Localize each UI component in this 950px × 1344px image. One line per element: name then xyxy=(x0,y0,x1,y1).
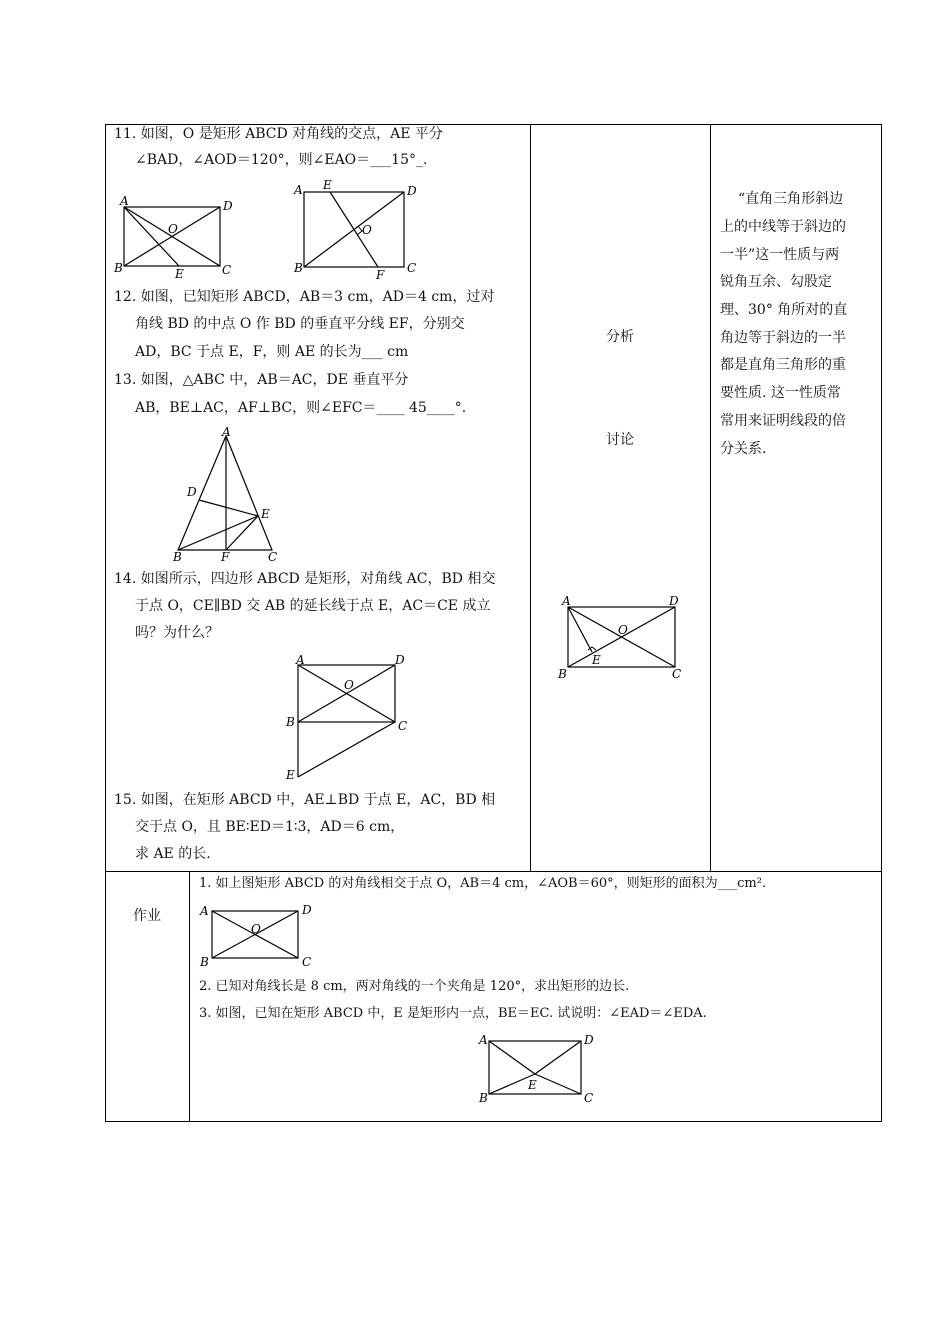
q13-figure xyxy=(168,424,288,566)
note-line-4: 锐角互余、勾股定 xyxy=(720,274,832,290)
q11-label-d: D xyxy=(223,199,233,213)
q14-line3: 吗？为什么？ xyxy=(135,625,219,641)
q11-label-c: C xyxy=(222,263,232,277)
note-line-1: “直角三角形斜边 xyxy=(738,191,844,207)
hw3-label-c: C xyxy=(584,1091,594,1105)
note-line-3: 一半”这一性质与两 xyxy=(720,247,840,263)
homework-q1-figure xyxy=(196,900,326,972)
q13-line2: AB，BE⊥AC，AF⊥BC，则∠EFC＝____ 45____°. xyxy=(135,400,467,416)
hw3-label-d: D xyxy=(584,1033,594,1047)
column-divider-2 xyxy=(710,124,711,871)
q12-figure xyxy=(290,178,425,280)
q12-label-c: C xyxy=(407,261,417,275)
q13-label-f: F xyxy=(221,550,230,564)
analysis-label-o: O xyxy=(618,623,628,637)
hw3-label-e: E xyxy=(528,1078,537,1092)
q14-figure xyxy=(282,650,412,785)
hw1-label-a: A xyxy=(200,904,209,918)
q11-figure xyxy=(112,190,242,280)
hw1-label-b: B xyxy=(200,955,209,969)
q12-label-d: D xyxy=(407,184,417,198)
note-line-8: 要性质. 这一性质常 xyxy=(720,385,841,401)
q14-label-a: A xyxy=(296,653,305,667)
q14-line2: 于点 O，CE∥BD 交 AB 的延长线于点 E，AC＝CE 成立 xyxy=(135,598,491,614)
homework-q3: 3. 如图，已知在矩形 ABCD 中，E 是矩形内一点，BE＝EC. 试说明：∠EAD＝∠EDA. xyxy=(199,1006,707,1021)
column-divider-1 xyxy=(530,124,531,871)
q13-label-d: D xyxy=(187,485,197,499)
analysis-label: 分析 xyxy=(606,329,634,345)
hw3-label-a: A xyxy=(479,1033,488,1047)
note-line-5: 理、30° 角所对的直 xyxy=(720,302,848,318)
q13-line1: 13. 如图，△ABC 中，AB＝AC，DE 垂直平分 xyxy=(114,372,409,388)
q12-line3: AD，BC 于点 E，F，则 AE 的长为___ cm xyxy=(135,344,409,360)
homework-q1: 1. 如上图矩形 ABCD 的对角线相交于点 O，AB＝4 cm，∠AOB＝60°，则矩形的面积为___cm². xyxy=(199,876,767,891)
q12-label-f: F xyxy=(376,268,385,282)
note-line-10: 分关系. xyxy=(720,441,767,457)
q14-label-d: D xyxy=(395,653,405,667)
hw1-label-d: D xyxy=(302,903,312,917)
q14-label-c: C xyxy=(398,719,408,733)
q11-line1: 11. 如图，O 是矩形 ABCD 对角线的交点，AE 平分 xyxy=(114,126,443,142)
hw1-label-c: C xyxy=(302,955,312,969)
q11-label-a: A xyxy=(120,194,129,208)
homework-label: 作业 xyxy=(133,908,161,924)
hw1-label-o: O xyxy=(251,922,261,936)
note-line-7: 都是直角三角形的重 xyxy=(720,357,846,373)
analysis-label-a: A xyxy=(562,594,571,608)
q13-label-c: C xyxy=(268,550,278,564)
q12-line2: 角线 BD 的中点 O 作 BD 的垂直平分线 EF，分别交 xyxy=(135,316,465,332)
q11-line2: ∠BAD，∠AOD＝120°，则∠EAO＝___15°_. xyxy=(135,152,428,168)
table-border-left xyxy=(105,124,106,1122)
note-line-6: 角边等于斜边的一半 xyxy=(720,330,846,346)
homework-label-divider xyxy=(189,871,190,1121)
q12-label-a: A xyxy=(294,183,303,197)
analysis-label-d: D xyxy=(669,594,679,608)
q12-label-e: E xyxy=(323,178,332,192)
q15-line1: 15. 如图，在矩形 ABCD 中，AE⊥BD 于点 E，AC，BD 相 xyxy=(114,792,496,808)
analysis-label-e: E xyxy=(592,653,601,667)
q13-label-a: A xyxy=(222,425,231,439)
q14-label-b: B xyxy=(286,715,295,729)
q12-label-b: B xyxy=(294,261,303,275)
q14-label-e: E xyxy=(286,768,295,782)
q13-label-b: B xyxy=(173,550,182,564)
q15-line2: 交于点 O，且 BE∶ED＝1∶3，AD＝6 cm， xyxy=(135,819,405,835)
q13-label-e: E xyxy=(261,507,270,521)
q12-label-o: O xyxy=(362,223,372,237)
hw3-label-b: B xyxy=(479,1091,488,1105)
homework-q2: 2. 已知对角线长是 8 cm，两对角线的一个夹角是 120°，求出矩形的边长. xyxy=(199,979,630,994)
q12-line1: 12. 如图，已知矩形 ABCD，AB＝3 cm，AD＝4 cm，过对 xyxy=(114,289,495,305)
q14-line1: 14. 如图所示，四边形 ABCD 是矩形，对角线 AC，BD 相交 xyxy=(114,571,496,587)
homework-q3-figure xyxy=(475,1032,605,1108)
table-border-right xyxy=(881,124,882,1122)
q11-label-b: B xyxy=(114,261,123,275)
analysis-label-b: B xyxy=(558,667,567,681)
discussion-label: 讨论 xyxy=(606,432,634,448)
analysis-figure xyxy=(556,592,690,682)
note-line-9: 常用来证明线段的倍 xyxy=(720,413,846,429)
analysis-label-c: C xyxy=(672,667,682,681)
q11-label-o: O xyxy=(168,222,178,236)
q15-line3: 求 AE 的长. xyxy=(135,846,211,862)
q14-label-o: O xyxy=(344,678,354,692)
q11-label-e: E xyxy=(175,267,184,281)
table-border-bottom xyxy=(105,1121,882,1122)
note-line-2: 上的中线等于斜边的 xyxy=(720,219,846,235)
